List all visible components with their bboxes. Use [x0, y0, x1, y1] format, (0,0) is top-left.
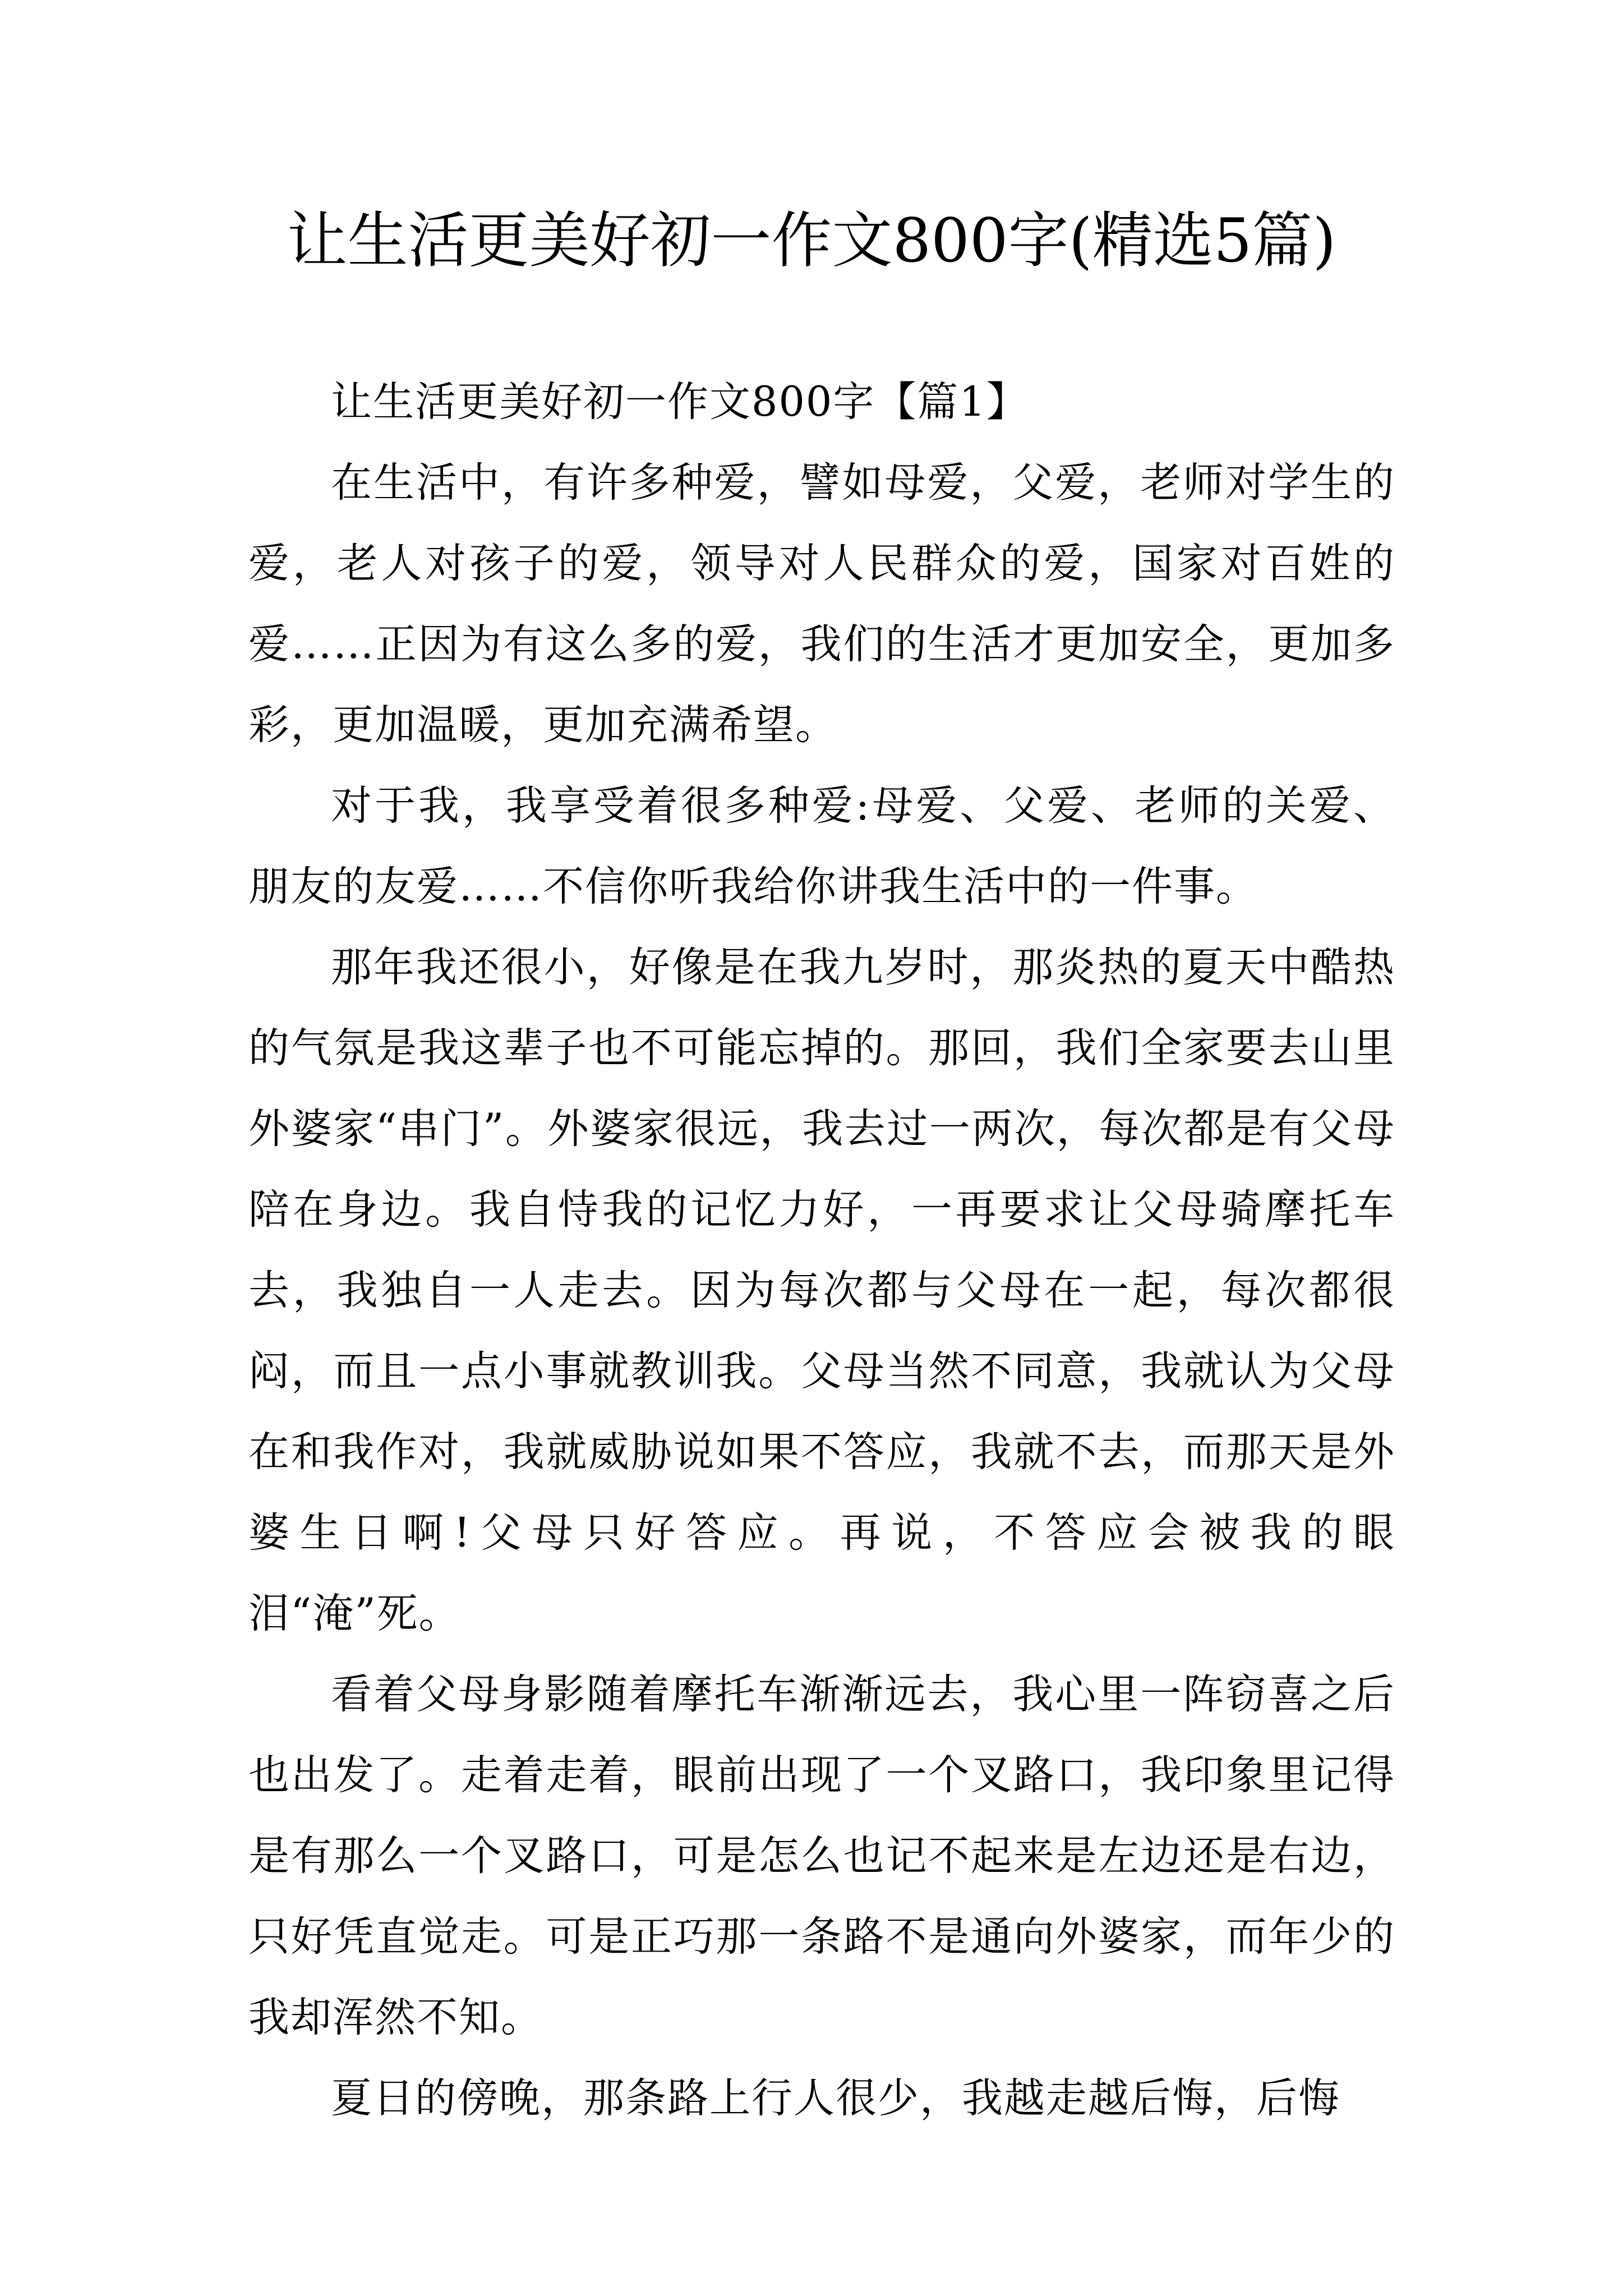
- paragraph-1: 在生活中，有许多种爱，譬如母爱，父爱，老师对学生的爱，老人对孩子的爱，领导对人民群众的爱，国家对百姓的爱……正因为有这么多的爱，我们的生活才更加安全，更加多彩，更加温暖，更加充满希望。: [248, 459, 1395, 749]
- document-body: [248, 362, 1395, 2139]
- paragraph-5: 夏日的傍晚，那条路上行人很少，我越走越后悔，后悔: [331, 2074, 1340, 2122]
- paragraph-2: 对于我，我享受着很多种爱:母爱、父爱、老师的关爱、朋友的友爱……不信你听我给你讲我生活中的一件事。: [248, 782, 1395, 910]
- paragraph-3: 那年我还很小，好像是在我九岁时，那炎热的夏天中酷热的气氛是我这辈子也不可能忘掉的。那回，我们全家要去山里外婆家“串门”。外婆家很远，我去过一两次，每次都是有父母陪在身边。我自恃我的记忆力好，一再要求让父母骑摩托车去，我独自一人走去。因为每次都与父母在一起，每次都很闷，而且一点小事就教训我。父母当然不同意，我就认为父母在和我作对，我就威胁说如果不答应，我就不去，而那天是外婆生日啊!父母只好答应。再说，不答应会被我的眼泪“淹”死。: [248, 944, 1395, 1637]
- document-title: 让生活更美好初一作文800字(精选5篇): [287, 206, 1336, 276]
- section-heading: 让生活更美好初一作文800字【篇1】: [331, 378, 1029, 426]
- paragraph-4: 看着父母身影随着摩托车渐渐远去，我心里一阵窃喜之后也出发了。走着走着，眼前出现了一个叉路口，我印象里记得是有那么一个叉路口，可是怎么也记不起来是左边还是右边，只好凭直觉走。可是正巧那一条路不是通向外婆家，而年少的我却浑然不知。: [248, 1671, 1395, 2041]
